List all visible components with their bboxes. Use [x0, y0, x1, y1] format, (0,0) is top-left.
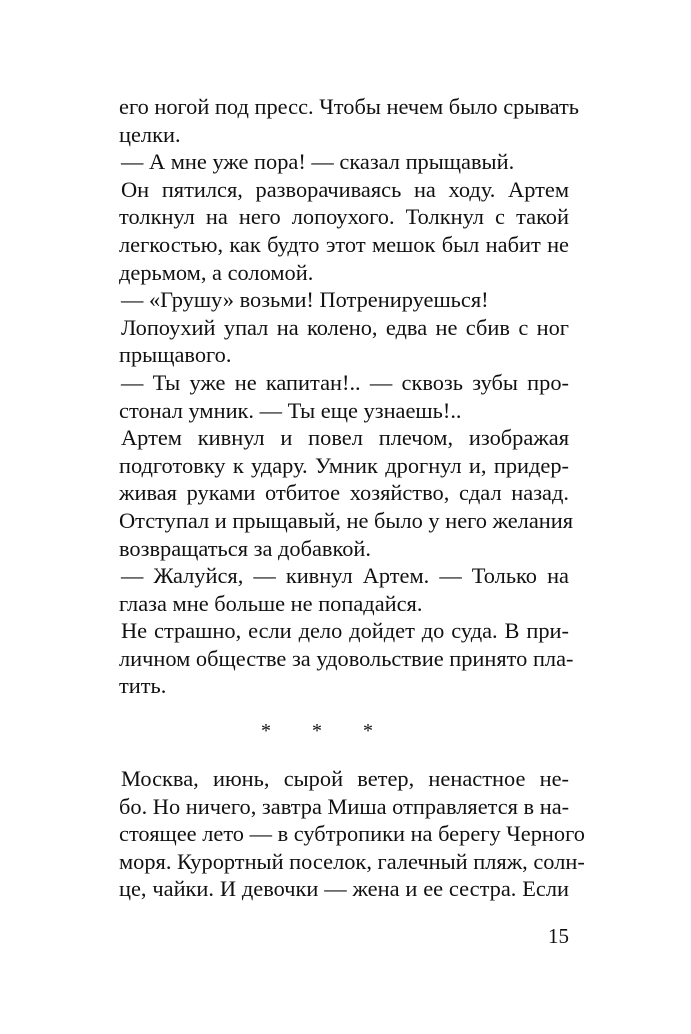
text-line: прыщавого. — [119, 342, 232, 368]
text-line: стонал умник. — Ты еще узнаешь!.. — [119, 397, 462, 423]
text-line: его ногой под пресс. Чтобы нечем было срывать — [119, 94, 580, 119]
text-line: бо. Но ничего, завтра Миша отправляется в на- — [119, 793, 570, 819]
text-line: тить. — [119, 673, 167, 699]
main-text-block — [119, 93, 580, 700]
text-line: дерьмом, а соломой. — [119, 259, 314, 285]
section-separator: * * * — [261, 720, 391, 742]
text-line: Москва, июнь, сырой ветер, ненастное не- — [121, 766, 569, 791]
text-line: стоящее лето — в субтропики на берегу Черного — [119, 821, 585, 847]
text-line: легкостью, как будто этот мешок был набит не — [119, 231, 569, 257]
text-line: Не страшно, если дело дойдет до суда. В при- — [121, 618, 569, 644]
text-line: Отступал и прыщавый, не было у него желания — [119, 507, 574, 533]
text-line-dialogue: — А мне уже пора! — сказал прыщавый. — [121, 149, 515, 175]
text-line-dialogue: — «Грушу» возьми! Потренируешься! — [121, 287, 489, 313]
text-line-dialogue: — Жалуйся, — кивнул Артем. — Только на — [121, 563, 569, 589]
text-line: возвращаться за добавкой. — [119, 535, 371, 561]
text-line: подготовку к удару. Умник дрогнул и, придер- — [119, 452, 569, 478]
text-line-dialogue: — Ты уже не капитан!.. — сквозь зубы про- — [121, 369, 569, 395]
text-line: толкнул на него лопоухого. Толкнул с такой — [119, 204, 569, 230]
text-line: целки. — [119, 121, 181, 147]
text-line: Артем кивнул и повел плечом, изображая — [121, 425, 569, 451]
text-line: моря. Курортный поселок, галечный пляж, солн- — [119, 848, 585, 874]
text-line: Лопоухий упал на колено, едва не сбив с ног — [121, 314, 569, 340]
text-line: личном обществе за удовольствие принято пла- — [119, 645, 574, 671]
text-line: Он пятился, разворачиваясь на ходу. Артем — [121, 176, 569, 202]
second-text-block — [119, 765, 585, 903]
text-line: це, чайки. И девочки — жена и ее сестра. Если — [119, 876, 569, 902]
text-line: глаза мне больше не попадайся. — [119, 590, 423, 616]
page-number: 15 — [548, 924, 569, 948]
text-line: живая руками отбитое хозяйство, сдал назад. — [119, 480, 569, 506]
